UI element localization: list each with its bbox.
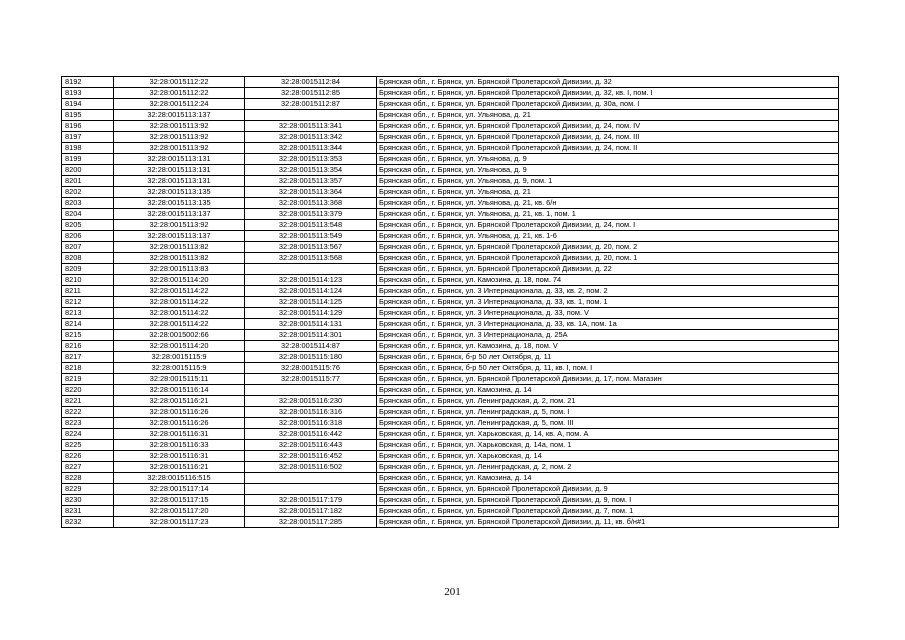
address-cell: Брянская обл., г. Брянск, ул. Брянской Пролетарской Дивизии, д. 9, пом. I bbox=[377, 495, 839, 506]
page-number: 201 bbox=[444, 586, 461, 598]
cadastral-number-cell: 32:28:0015117:182 bbox=[245, 506, 377, 517]
row-number-cell: 8225 bbox=[62, 440, 114, 451]
address-cell: Брянская обл., г. Брянск, ул. Брянской Пролетарской Дивизии, д. 32 bbox=[377, 77, 839, 88]
table-row bbox=[62, 187, 839, 198]
row-number-cell: 8227 bbox=[62, 462, 114, 473]
row-number-cell: 8201 bbox=[62, 176, 114, 187]
table-row bbox=[62, 286, 839, 297]
row-number-cell: 8222 bbox=[62, 407, 114, 418]
parent-cadastral-number-cell: 32:28:0015113:131 bbox=[114, 176, 245, 187]
table-row bbox=[62, 440, 839, 451]
address-cell: Брянская обл., г. Брянск, ул. Ленинградская, д. 2, пом. 21 bbox=[377, 396, 839, 407]
table-row bbox=[62, 517, 839, 528]
cadastral-number-cell: 32:28:0015116:318 bbox=[245, 418, 377, 429]
parent-cadastral-number-cell: 32:28:0015002:66 bbox=[114, 330, 245, 341]
row-number-cell: 8217 bbox=[62, 352, 114, 363]
cadastral-table bbox=[61, 76, 839, 528]
parent-cadastral-number-cell: 32:28:0015113:137 bbox=[114, 209, 245, 220]
parent-cadastral-number-cell: 32:28:0015114:22 bbox=[114, 297, 245, 308]
parent-cadastral-number-cell: 32:28:0015116:26 bbox=[114, 407, 245, 418]
table-row bbox=[62, 253, 839, 264]
address-cell: Брянская обл., г. Брянск, ул. Ульянова, д. 21 bbox=[377, 110, 839, 121]
address-cell: Брянская обл., г. Брянск, ул. Ульянова, д. 21, кв. 1-6 bbox=[377, 231, 839, 242]
parent-cadastral-number-cell: 32:28:0015113:137 bbox=[114, 110, 245, 121]
row-number-cell: 8232 bbox=[62, 517, 114, 528]
table-row bbox=[62, 341, 839, 352]
cadastral-number-cell: 32:28:0015113:344 bbox=[245, 143, 377, 154]
table-row bbox=[62, 396, 839, 407]
parent-cadastral-number-cell: 32:28:0015112:24 bbox=[114, 99, 245, 110]
cadastral-number-cell: 32:28:0015116:442 bbox=[245, 429, 377, 440]
parent-cadastral-number-cell: 32:28:0015114:20 bbox=[114, 275, 245, 286]
cadastral-number-cell: 32:28:0015117:179 bbox=[245, 495, 377, 506]
address-cell: Брянская обл., г. Брянск, ул. Брянской Пролетарской Дивизии, д. 24, пом. IV bbox=[377, 121, 839, 132]
table-row bbox=[62, 418, 839, 429]
address-cell: Брянская обл., г. Брянск, ул. Ульянова, д. 21, кв. 1, пом. 1 bbox=[377, 209, 839, 220]
cadastral-number-cell: 32:28:0015116:443 bbox=[245, 440, 377, 451]
cadastral-number-cell: 32:28:0015113:368 bbox=[245, 198, 377, 209]
row-number-cell: 8221 bbox=[62, 396, 114, 407]
row-number-cell: 8197 bbox=[62, 132, 114, 143]
parent-cadastral-number-cell: 32:28:0015116:31 bbox=[114, 451, 245, 462]
cadastral-number-cell: 32:28:0015113:341 bbox=[245, 121, 377, 132]
table-row bbox=[62, 209, 839, 220]
cadastral-number-cell: 32:28:0015112:85 bbox=[245, 88, 377, 99]
cadastral-number-cell: 32:28:0015116:316 bbox=[245, 407, 377, 418]
table-row bbox=[62, 385, 839, 396]
cadastral-number-cell: 32:28:0015113:354 bbox=[245, 165, 377, 176]
row-number-cell: 8228 bbox=[62, 473, 114, 484]
parent-cadastral-number-cell: 32:28:0015113:82 bbox=[114, 242, 245, 253]
row-number-cell: 8205 bbox=[62, 220, 114, 231]
parent-cadastral-number-cell: 32:28:0015115:9 bbox=[114, 352, 245, 363]
parent-cadastral-number-cell: 32:28:0015113:131 bbox=[114, 165, 245, 176]
parent-cadastral-number-cell: 32:28:0015117:20 bbox=[114, 506, 245, 517]
row-number-cell: 8214 bbox=[62, 319, 114, 330]
table-row bbox=[62, 374, 839, 385]
row-number-cell: 8202 bbox=[62, 187, 114, 198]
address-cell: Брянская обл., г. Брянск, ул. 3 Интернационала, д. 25А bbox=[377, 330, 839, 341]
address-cell: Брянская обл., г. Брянск, ул. Камозина, д. 14 bbox=[377, 473, 839, 484]
table-row bbox=[62, 264, 839, 275]
address-cell: Брянская обл., г. Брянск, ул. Ульянова, д. 21 bbox=[377, 187, 839, 198]
row-number-cell: 8218 bbox=[62, 363, 114, 374]
address-cell: Брянская обл., г. Брянск, ул. Камозина, д. 14 bbox=[377, 385, 839, 396]
table-row bbox=[62, 198, 839, 209]
address-cell: Брянская обл., г. Брянск, ул. 3 Интернационала, д. 33, пом. V bbox=[377, 308, 839, 319]
row-number-cell: 8194 bbox=[62, 99, 114, 110]
parent-cadastral-number-cell: 32:28:0015113:131 bbox=[114, 154, 245, 165]
address-cell: Брянская обл., г. Брянск, б-р 50 лет Октября, д. 11, кв. I, пом. I bbox=[377, 363, 839, 374]
row-number-cell: 8208 bbox=[62, 253, 114, 264]
row-number-cell: 8196 bbox=[62, 121, 114, 132]
parent-cadastral-number-cell: 32:28:0015113:137 bbox=[114, 231, 245, 242]
address-cell: Брянская обл., г. Брянск, ул. 3 Интернационала, д. 33, кв. 1А, пом. 1а bbox=[377, 319, 839, 330]
cadastral-number-cell bbox=[245, 385, 377, 396]
cadastral-number-cell: 32:28:0015115:77 bbox=[245, 374, 377, 385]
table-row bbox=[62, 462, 839, 473]
parent-cadastral-number-cell: 32:28:0015116:21 bbox=[114, 462, 245, 473]
parent-cadastral-number-cell: 32:28:0015112:22 bbox=[114, 88, 245, 99]
cadastral-number-cell: 32:28:0015112:84 bbox=[245, 77, 377, 88]
cadastral-number-cell: 32:28:0015113:567 bbox=[245, 242, 377, 253]
row-number-cell: 8193 bbox=[62, 88, 114, 99]
parent-cadastral-number-cell: 32:28:0015116:26 bbox=[114, 418, 245, 429]
table-row bbox=[62, 242, 839, 253]
row-number-cell: 8215 bbox=[62, 330, 114, 341]
address-cell: Брянская обл., г. Брянск, ул. Брянской Пролетарской Дивизии, д. 9 bbox=[377, 484, 839, 495]
row-number-cell: 8195 bbox=[62, 110, 114, 121]
cadastral-number-cell: 32:28:0015113:548 bbox=[245, 220, 377, 231]
table-row bbox=[62, 297, 839, 308]
row-number-cell: 8203 bbox=[62, 198, 114, 209]
table-row bbox=[62, 231, 839, 242]
table-row bbox=[62, 506, 839, 517]
table-row bbox=[62, 407, 839, 418]
table-row bbox=[62, 99, 839, 110]
parent-cadastral-number-cell: 32:28:0015113:135 bbox=[114, 187, 245, 198]
parent-cadastral-number-cell: 32:28:0015116:515 bbox=[114, 473, 245, 484]
row-number-cell: 8230 bbox=[62, 495, 114, 506]
cadastral-number-cell: 32:28:0015115:180 bbox=[245, 352, 377, 363]
row-number-cell: 8192 bbox=[62, 77, 114, 88]
address-cell: Брянская обл., г. Брянск, ул. Брянской Пролетарской Дивизии, д. 22 bbox=[377, 264, 839, 275]
address-cell: Брянская обл., г. Брянск, ул. Брянской Пролетарской Дивизии, д. 11, кв. б/н#1 bbox=[377, 517, 839, 528]
cadastral-number-cell: 32:28:0015114:129 bbox=[245, 308, 377, 319]
address-cell: Брянская обл., г. Брянск, ул. Камозина, д. 18, пом. 74 bbox=[377, 275, 839, 286]
cadastral-number-cell: 32:28:0015114:125 bbox=[245, 297, 377, 308]
cadastral-number-cell: 32:28:0015115:76 bbox=[245, 363, 377, 374]
row-number-cell: 8229 bbox=[62, 484, 114, 495]
cadastral-table-body bbox=[62, 77, 839, 528]
row-number-cell: 8211 bbox=[62, 286, 114, 297]
cadastral-number-cell: 32:28:0015113:353 bbox=[245, 154, 377, 165]
table-row bbox=[62, 484, 839, 495]
table-row bbox=[62, 275, 839, 286]
parent-cadastral-number-cell: 32:28:0015113:92 bbox=[114, 220, 245, 231]
address-cell: Брянская обл., г. Брянск, ул. Брянской Пролетарской Дивизии, д. 24, пом. III bbox=[377, 132, 839, 143]
address-cell: Брянская обл., г. Брянск, ул. Харьковская, д. 14а, пом. 1 bbox=[377, 440, 839, 451]
parent-cadastral-number-cell: 32:28:0015116:33 bbox=[114, 440, 245, 451]
address-cell: Брянская обл., г. Брянск, ул. Ульянова, д. 9 bbox=[377, 154, 839, 165]
address-cell: Брянская обл., г. Брянск, ул. Брянской Пролетарской Дивизии, д. 24, пом. I bbox=[377, 220, 839, 231]
table-row bbox=[62, 330, 839, 341]
cadastral-number-cell: 32:28:0015113:357 bbox=[245, 176, 377, 187]
row-number-cell: 8220 bbox=[62, 385, 114, 396]
row-number-cell: 8212 bbox=[62, 297, 114, 308]
table-row bbox=[62, 165, 839, 176]
cadastral-number-cell: 32:28:0015113:549 bbox=[245, 231, 377, 242]
parent-cadastral-number-cell: 32:28:0015113:92 bbox=[114, 121, 245, 132]
cadastral-number-cell: 32:28:0015113:379 bbox=[245, 209, 377, 220]
cadastral-number-cell: 32:28:0015114:131 bbox=[245, 319, 377, 330]
address-cell: Брянская обл., г. Брянск, ул. Брянской Пролетарской Дивизии, д. 32, кв. I, пом. I bbox=[377, 88, 839, 99]
table-row bbox=[62, 121, 839, 132]
table-row bbox=[62, 143, 839, 154]
table-row bbox=[62, 319, 839, 330]
cadastral-number-cell bbox=[245, 473, 377, 484]
address-cell: Брянская обл., г. Брянск, ул. Ленинградская, д. 2, пом. 2 bbox=[377, 462, 839, 473]
parent-cadastral-number-cell: 32:28:0015113:92 bbox=[114, 143, 245, 154]
cadastral-number-cell: 32:28:0015113:364 bbox=[245, 187, 377, 198]
parent-cadastral-number-cell: 32:28:0015117:23 bbox=[114, 517, 245, 528]
table-row bbox=[62, 77, 839, 88]
row-number-cell: 8216 bbox=[62, 341, 114, 352]
row-number-cell: 8226 bbox=[62, 451, 114, 462]
cadastral-number-cell: 32:28:0015116:230 bbox=[245, 396, 377, 407]
address-cell: Брянская обл., г. Брянск, ул. Ульянова, д. 21, кв. 6/н bbox=[377, 198, 839, 209]
table-row bbox=[62, 451, 839, 462]
table-row bbox=[62, 132, 839, 143]
address-cell: Брянская обл., г. Брянск, ул. Ульянова, д. 9 bbox=[377, 165, 839, 176]
parent-cadastral-number-cell: 32:28:0015114:22 bbox=[114, 319, 245, 330]
parent-cadastral-number-cell: 32:28:0015113:92 bbox=[114, 132, 245, 143]
table-row bbox=[62, 88, 839, 99]
row-number-cell: 8219 bbox=[62, 374, 114, 385]
row-number-cell: 8204 bbox=[62, 209, 114, 220]
table-row bbox=[62, 473, 839, 484]
address-cell: Брянская обл., г. Брянск, ул. Брянской Пролетарской Дивизии, д. 20, пом. 2 bbox=[377, 242, 839, 253]
address-cell: Брянская обл., г. Брянск, ул. Харьковская, д. 14, кв. А, пом. А bbox=[377, 429, 839, 440]
parent-cadastral-number-cell: 32:28:0015113:82 bbox=[114, 253, 245, 264]
address-cell: Брянская обл., г. Брянск, ул. Ленинградская, д. 5, пом. I bbox=[377, 407, 839, 418]
table-row bbox=[62, 429, 839, 440]
row-number-cell: 8200 bbox=[62, 165, 114, 176]
table-row bbox=[62, 363, 839, 374]
address-cell: Брянская обл., г. Брянск, ул. 3 Интернационала, д. 33, кв. 1, пом. 1 bbox=[377, 297, 839, 308]
cadastral-number-cell: 32:28:0015114:124 bbox=[245, 286, 377, 297]
row-number-cell: 8209 bbox=[62, 264, 114, 275]
cadastral-number-cell: 32:28:0015113:568 bbox=[245, 253, 377, 264]
cadastral-number-cell bbox=[245, 264, 377, 275]
cadastral-number-cell: 32:28:0015116:452 bbox=[245, 451, 377, 462]
cadastral-number-cell: 32:28:0015117:285 bbox=[245, 517, 377, 528]
table-row bbox=[62, 352, 839, 363]
row-number-cell: 8224 bbox=[62, 429, 114, 440]
address-cell: Брянская обл., г. Брянск, ул. Камозина, д. 18, пом. V bbox=[377, 341, 839, 352]
cadastral-number-cell bbox=[245, 110, 377, 121]
cadastral-number-cell: 32:28:0015112:87 bbox=[245, 99, 377, 110]
table-row bbox=[62, 176, 839, 187]
row-number-cell: 8231 bbox=[62, 506, 114, 517]
parent-cadastral-number-cell: 32:28:0015116:31 bbox=[114, 429, 245, 440]
parent-cadastral-number-cell: 32:28:0015112:22 bbox=[114, 77, 245, 88]
address-cell: Брянская обл., г. Брянск, ул. Ульянова, д. 9, пом. 1 bbox=[377, 176, 839, 187]
table-row bbox=[62, 220, 839, 231]
row-number-cell: 8210 bbox=[62, 275, 114, 286]
parent-cadastral-number-cell: 32:28:0015115:11 bbox=[114, 374, 245, 385]
parent-cadastral-number-cell: 32:28:0015116:14 bbox=[114, 385, 245, 396]
address-cell: Брянская обл., г. Брянск, ул. Брянской Пролетарской Дивизии, д. 17, пом. Магазин bbox=[377, 374, 839, 385]
cadastral-number-cell bbox=[245, 484, 377, 495]
row-number-cell: 8198 bbox=[62, 143, 114, 154]
table-row bbox=[62, 110, 839, 121]
parent-cadastral-number-cell: 32:28:0015116:21 bbox=[114, 396, 245, 407]
address-cell: Брянская обл., г. Брянск, ул. Брянской Пролетарской Дивизии, д. 7, пом. 1 bbox=[377, 506, 839, 517]
parent-cadastral-number-cell: 32:28:0015113:83 bbox=[114, 264, 245, 275]
parent-cadastral-number-cell: 32:28:0015114:20 bbox=[114, 341, 245, 352]
row-number-cell: 8199 bbox=[62, 154, 114, 165]
address-cell: Брянская обл., г. Брянск, ул. Ленинградская, д. 5, пом. III bbox=[377, 418, 839, 429]
address-cell: Брянская обл., г. Брянск, ул. Харьковская, д. 14 bbox=[377, 451, 839, 462]
address-cell: Брянская обл., г. Брянск, ул. Брянской Пролетарской Дивизии, д. 20, пом. 1 bbox=[377, 253, 839, 264]
cadastral-number-cell: 32:28:0015114:87 bbox=[245, 341, 377, 352]
table-row bbox=[62, 308, 839, 319]
address-cell: Брянская обл., г. Брянск, б-р 50 лет Октября, д. 11 bbox=[377, 352, 839, 363]
cadastral-number-cell: 32:28:0015113:342 bbox=[245, 132, 377, 143]
table-row bbox=[62, 154, 839, 165]
parent-cadastral-number-cell: 32:28:0015114:22 bbox=[114, 286, 245, 297]
row-number-cell: 8206 bbox=[62, 231, 114, 242]
parent-cadastral-number-cell: 32:28:0015113:135 bbox=[114, 198, 245, 209]
row-number-cell: 8213 bbox=[62, 308, 114, 319]
cadastral-number-cell: 32:28:0015114:301 bbox=[245, 330, 377, 341]
parent-cadastral-number-cell: 32:28:0015117:14 bbox=[114, 484, 245, 495]
parent-cadastral-number-cell: 32:28:0015115:9 bbox=[114, 363, 245, 374]
row-number-cell: 8223 bbox=[62, 418, 114, 429]
cadastral-number-cell: 32:28:0015116:502 bbox=[245, 462, 377, 473]
parent-cadastral-number-cell: 32:28:0015114:22 bbox=[114, 308, 245, 319]
cadastral-number-cell: 32:28:0015114:123 bbox=[245, 275, 377, 286]
table-row bbox=[62, 495, 839, 506]
address-cell: Брянская обл., г. Брянск, ул. Брянской Пролетарской Дивизии, д. 30а, пом. I bbox=[377, 99, 839, 110]
row-number-cell: 8207 bbox=[62, 242, 114, 253]
address-cell: Брянская обл., г. Брянск, ул. Брянской Пролетарской Дивизии, д. 24, пом. II bbox=[377, 143, 839, 154]
address-cell: Брянская обл., г. Брянск, ул. 3 Интернационала, д. 33, кв. 2, пом. 2 bbox=[377, 286, 839, 297]
parent-cadastral-number-cell: 32:28:0015117:15 bbox=[114, 495, 245, 506]
